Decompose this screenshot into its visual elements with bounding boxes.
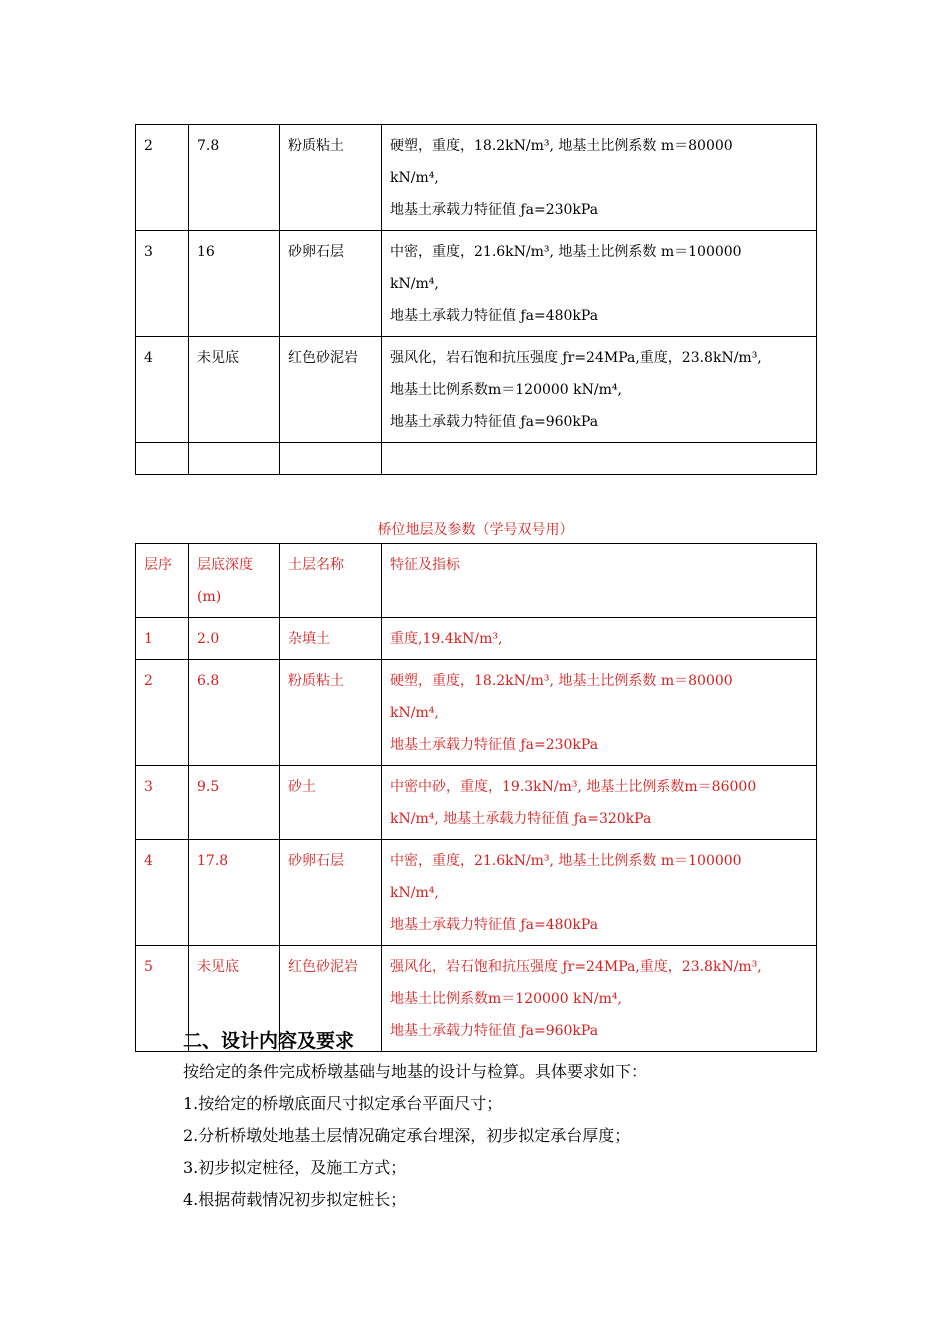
description-line: kN/m⁴, (390, 170, 439, 186)
description-line: 地基土比例系数m＝120000 kN/m⁴, (390, 382, 622, 398)
description-line: kN/m⁴, 地基土承载力特征值 ƒa=320kPa (390, 811, 652, 827)
description-line: 地基土承载力特征值 ƒa=230kPa (390, 737, 599, 753)
table-row (136, 337, 817, 443)
header-line: 层底深度 (197, 557, 253, 573)
description-line: 硬塑，重度，18.2kN/m³, 地基土比例系数 m＝80000 (390, 673, 733, 689)
description-line: 地基土比例系数m＝120000 kN/m⁴, (390, 991, 622, 1007)
description-line: 中密，重度，21.6kN/m³, 地基土比例系数 m＝100000 (390, 853, 742, 869)
header-description: 特征及指标 (382, 544, 817, 618)
empty-cell (382, 443, 817, 475)
layer-name: 粉质粘土 (280, 125, 382, 231)
description-line: 中密，重度，21.6kN/m³, 地基土比例系数 m＝100000 (390, 244, 742, 260)
section-intro: 按给定的条件完成桥墩基础与地基的设计与检算。具体要求如下： (183, 1062, 648, 1081)
empty-row (136, 443, 817, 475)
layer-number: 5 (136, 946, 189, 1052)
layer-depth: 16 (189, 231, 280, 337)
description-line: 重度,19.4kN/m³, (390, 631, 503, 647)
layer-number: 4 (136, 840, 189, 946)
requirement-item: 3.初步拟定桩径，及施工方式； (183, 1158, 407, 1177)
description-line: 强风化，岩石饱和抗压强度 ƒr=24MPa,重度，23.8kN/m³, (390, 350, 762, 366)
description-line: 地基土承载力特征值 ƒa=480kPa (390, 917, 599, 933)
layer-name: 砂土 (280, 766, 382, 840)
table-caption: 桥位地层及参数（学号双号用） (377, 522, 574, 538)
layer-depth: 6.8 (189, 660, 280, 766)
strata-table-2 (135, 543, 817, 1052)
table-header-row (136, 544, 817, 618)
table-row (136, 618, 817, 660)
description-line: 地基土承载力特征值 ƒa=230kPa (390, 202, 599, 218)
layer-depth: 未见底 (189, 337, 280, 443)
description-line: 中密中砂，重度，19.3kN/m³, 地基土比例系数m＝86000 (390, 779, 757, 795)
section-heading: 二、设计内容及要求 (183, 1030, 355, 1052)
description-line: 地基土承载力特征值 ƒa=960kPa (390, 1023, 599, 1039)
layer-depth: 17.8 (189, 840, 280, 946)
empty-cell (136, 443, 189, 475)
layer-number: 4 (136, 337, 189, 443)
layer-description (382, 231, 817, 337)
layer-number: 2 (136, 660, 189, 766)
layer-description (382, 337, 817, 443)
layer-description (382, 660, 817, 766)
description-line: kN/m⁴, (390, 885, 439, 901)
layer-description (382, 125, 817, 231)
requirement-item: 4.根据荷载情况初步拟定桩长； (183, 1190, 407, 1209)
description-line: kN/m⁴, (390, 705, 439, 721)
table-row (136, 766, 817, 840)
layer-number: 3 (136, 766, 189, 840)
description-line: kN/m⁴, (390, 276, 439, 292)
table-row (136, 125, 817, 231)
description-line: 强风化，岩石饱和抗压强度 ƒr=24MPa,重度，23.8kN/m³, (390, 959, 762, 975)
header-line: (m) (197, 589, 222, 605)
empty-cell (280, 443, 382, 475)
layer-name: 粉质粘土 (280, 660, 382, 766)
layer-depth: 2.0 (189, 618, 280, 660)
description-line: 硬塑，重度，18.2kN/m³, 地基土比例系数 m＝80000 (390, 138, 733, 154)
empty-cell (189, 443, 280, 475)
header-layer-name: 土层名称 (280, 544, 382, 618)
layer-depth: 未见底 (189, 946, 280, 1052)
header-layer-depth (189, 544, 280, 618)
description-line: 地基土承载力特征值 ƒa=960kPa (390, 414, 599, 430)
layer-number: 3 (136, 231, 189, 337)
layer-name: 红色砂泥岩 (280, 337, 382, 443)
layer-name: 杂填土 (280, 618, 382, 660)
layer-description (382, 618, 817, 660)
layer-number: 2 (136, 125, 189, 231)
layer-name: 砂卵石层 (280, 231, 382, 337)
table-row (136, 660, 817, 766)
layer-number: 1 (136, 618, 189, 660)
header-layer-number: 层序 (136, 544, 189, 618)
requirement-item: 1.按给定的桥墩底面尺寸拟定承台平面尺寸； (183, 1094, 503, 1113)
table-row (136, 231, 817, 337)
layer-description (382, 766, 817, 840)
layer-name: 红色砂泥岩 (280, 946, 382, 1052)
description-line: 地基土承载力特征值 ƒa=480kPa (390, 308, 599, 324)
layer-depth: 7.8 (189, 125, 280, 231)
layer-name: 砂卵石层 (280, 840, 382, 946)
requirement-item: 2.分析桥墩处地基土层情况确定承台埋深，初步拟定承台厚度； (183, 1126, 631, 1145)
strata-table-1 (135, 124, 817, 475)
layer-depth: 9.5 (189, 766, 280, 840)
table-row (136, 840, 817, 946)
layer-description (382, 840, 817, 946)
